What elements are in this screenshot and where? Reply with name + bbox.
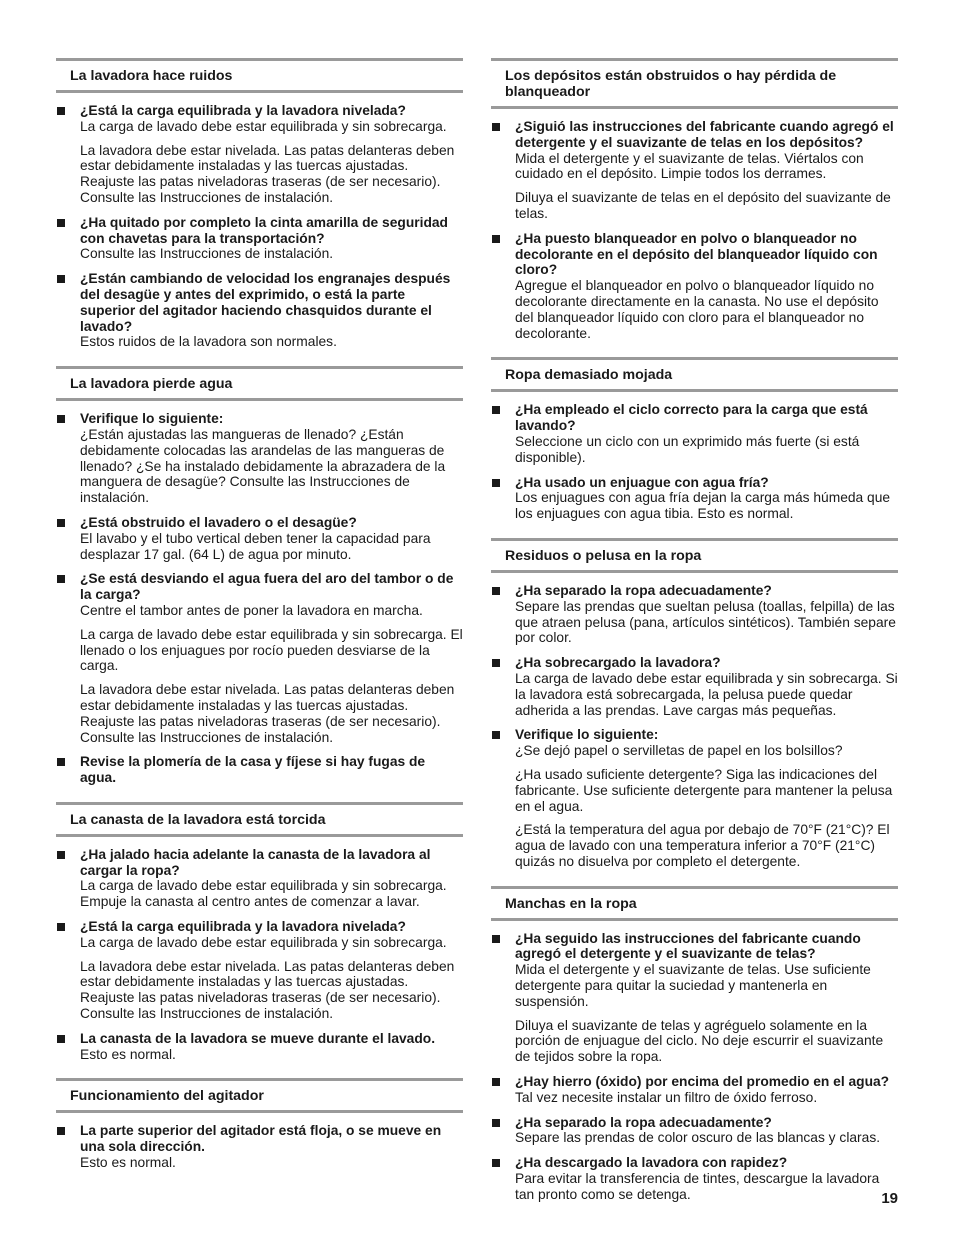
list-item [56,515,463,562]
list-item [56,271,463,350]
section-heading: Funcionamiento del agitador [56,1078,463,1113]
square-bullet-icon [57,107,65,115]
item-question: ¿Hay hierro (óxido) por encima del promedio en el agua? [515,1074,890,1090]
item-paragraph: La carga de lavado debe estar equilibrada y sin sobrecarga. El llenado o los enjuagues por rocío pueden desviarse de la carga. [80,626,463,674]
item-question: ¿Ha quitado por completo la cinta amarilla de seguridad con chavetas para la transportación? [80,214,448,246]
item-paragraph: La lavadora debe estar nivelada. Las patas delanteras deben estar debidamente instaladas y las tuercas ajustadas. Reajuste las patas niveladoras traseras (de ser necesario). Consulte las Instrucciones de instalación. [80,682,455,745]
item-answer: La carga de lavado debe estar equilibrada y sin sobrecarga. Empuje la canasta al centro antes de comenzar a lavar. [80,878,447,910]
square-bullet-icon [57,519,65,527]
item-question: Verifique lo siguiente: [515,727,659,743]
item-question: ¿Ha descargado la lavadora con rapidez? [515,1155,788,1171]
item-answer: Los enjuagues con agua fría dejan la carga más húmeda que los enjuagues con agua tibia. Esto es normal. [515,490,891,522]
square-bullet-icon [492,479,500,487]
list-item [491,727,898,869]
item-paragraph: Diluya el suavizante de telas y agréguelo solamente en la porción de enjuague del ciclo. No deje escurrir el suavizante de tejidos sobre la ropa. [515,1017,884,1065]
square-bullet-icon [492,659,500,667]
item-question: ¿Está obstruido el lavadero o el desagüe? [80,514,357,530]
item-answer: Esto es normal. [80,1046,176,1062]
list-item [56,754,463,786]
list-item [56,847,463,910]
item-question: ¿Ha usado un enjuague con agua fría? [515,474,769,490]
list-item [491,1074,898,1106]
list-item [56,411,463,506]
item-question: ¿Ha puesto blanqueador en polvo o blanqueador no decolorante en el depósito del blanqueador líquido con cloro? [515,230,878,278]
item-paragraph: La lavadora debe estar nivelada. Las patas delanteras deben estar debidamente instaladas y las tuercas ajustadas. Reajuste las patas niveladoras traseras (de ser necesario). Consulte las Instrucciones de instalación. [80,958,455,1022]
list-item [56,215,463,262]
item-paragraph: ¿Ha usado suficiente detergente? Siga las indicaciones del fabricante. Use suficiente detergente para mantener la pelusa en el agua. [515,766,893,814]
item-question: La parte superior del agitador está floja, o se mueve en una sola dirección. [80,1123,442,1155]
section-residuos-o-pelusa-en-la-ropa [491,538,898,870]
item-answer: Para evitar la transferencia de tintes, descargue la lavadora tan pronto como se detenga. [515,1171,880,1202]
square-bullet-icon [492,235,500,243]
item-paragraph: La lavadora debe estar nivelada. Las patas delanteras deben estar debidamente instaladas y las tuercas ajustadas. Reajuste las patas niveladoras traseras (de ser necesario). Consulte las Instrucciones de instalación. [80,142,455,205]
square-bullet-icon [492,587,500,595]
list-item [56,919,463,1022]
section-ropa-demasiado-mojada [491,357,898,522]
section-heading: La lavadora pierde agua [56,366,463,401]
square-bullet-icon [57,275,65,283]
square-bullet-icon [57,851,65,859]
list-item [491,655,898,718]
square-bullet-icon [492,935,500,943]
section-los-depositos-estan-obstruidos-o-hay-perdida-de-blanqueador [491,58,898,341]
item-question: ¿Ha empleado el ciclo correcto para la carga que está lavando? [515,402,868,434]
list-item [56,1031,463,1063]
section-la-lavadora-hace-ruidos [56,58,463,350]
list-item [491,931,898,1065]
section-la-lavadora-pierde-agua [56,366,463,786]
square-bullet-icon [57,219,65,227]
list-item [491,1155,898,1202]
item-answer: ¿Están ajustadas las mangueras de llenado? ¿Están debidamente colocadas las arandelas de las mangueras de llenado? ¿Se ha instalado debidamente la abrazadera de la manguera de desagüe? Consulte las Instrucciones de instalación. [80,426,446,506]
item-answer: La carga de lavado debe estar equilibrada y sin sobrecarga. Si la lavadora está sobrecargada, la pelusa puede quedar adherida a las prendas. Lave cargas más pequeñas. [515,670,898,718]
item-question: ¿Ha seguido las instrucciones del fabricante cuando agregó el detergente y el suavizante de telas? [515,930,861,962]
item-answer: Agregue el blanqueador en polvo o blanqueador líquido no decolorante directamente en la canasta. No use el depósito del blanqueador líquido con cloro para el blanqueador no decolorante. [515,278,879,341]
item-question: ¿Ha sobrecargado la lavadora? [515,655,721,671]
square-bullet-icon [57,1127,65,1135]
square-bullet-icon [57,415,65,423]
section-manchas-en-la-ropa [491,886,898,1203]
list-item [491,583,898,646]
square-bullet-icon [492,1119,500,1127]
square-bullet-icon [57,758,65,766]
item-answer: Tal vez necesite instalar un filtro de óxido ferroso. [515,1089,818,1105]
item-answer: Consulte las Instrucciones de instalación. [80,246,334,262]
item-question: ¿Siguió las instrucciones del fabricante cuando agregó el detergente y el suavizante de telas en los depósitos? [515,119,894,150]
item-answer: La carga de lavado debe estar equilibrada y sin sobrecarga. [80,934,447,950]
right-column [491,58,898,1219]
item-question: ¿Ha separado la ropa adecuadamente? [515,582,772,598]
section-heading: La canasta de la lavadora está torcida [56,802,463,837]
item-question: ¿Se está desviando el agua fuera del aro del tambor o de la carga? [80,571,454,603]
list-item [56,571,463,745]
item-question: ¿Ha jalado hacia adelante la canasta de la lavadora al cargar la ropa? [80,846,431,878]
list-item [491,475,898,522]
section-heading: Residuos o pelusa en la ropa [491,538,898,573]
section-heading: La lavadora hace ruidos [56,58,463,93]
item-question: ¿Están cambiando de velocidad los engranajes después del desagüe y antes del exprimido, o está la parte superior del agitador haciendo chasquidos durante el lavado? [80,271,451,334]
item-paragraph: Diluya el suavizante de telas en el depósito del suavizante de telas. [515,190,891,221]
square-bullet-icon [492,1159,500,1167]
section-la-canasta-de-la-lavadora-esta-torcida [56,802,463,1063]
item-question: ¿Ha separado la ropa adecuadamente? [515,1114,772,1130]
item-paragraph: ¿Está la temperatura del agua por debajo de 70°F (21°C)? El agua de lavado con una temperatura inferior a 70°F (21°C) quizás no disuelva por completo el detergente. [515,822,890,869]
list-item [56,103,463,206]
item-answer: Esto es normal. [80,1155,176,1171]
left-column [56,58,463,1187]
item-answer: ¿Se dejó papel o servilletas de papel en los bolsillos? [515,743,843,759]
item-answer: La carga de lavado debe estar equilibrada y sin sobrecarga. [80,118,447,134]
list-item [491,402,898,465]
square-bullet-icon [57,575,65,583]
list-item [56,1123,463,1170]
square-bullet-icon [492,406,500,414]
item-answer: Separe las prendas que sueltan pelusa (toallas, felpilla) de las que atraen pelusa (pana, artículos sintéticos). También separe por color. [515,598,896,646]
item-answer: Separe las prendas de color oscuro de las blancas y claras. [515,1130,881,1146]
item-question: Verifique lo siguiente: [80,411,224,427]
item-answer: Estos ruidos de la lavadora son normales. [80,334,337,350]
item-question: ¿Está la carga equilibrada y la lavadora nivelada? [80,103,406,118]
section-heading: Los depósitos están obstruidos o hay pérdida de blanqueador [491,58,898,109]
item-question: ¿Está la carga equilibrada y la lavadora nivelada? [80,919,406,935]
square-bullet-icon [57,923,65,931]
square-bullet-icon [492,1078,500,1086]
square-bullet-icon [492,123,500,131]
item-question: La canasta de la lavadora se mueve durante el lavado. [80,1030,436,1046]
square-bullet-icon [492,731,500,739]
page-number: 19 [881,1190,898,1207]
square-bullet-icon [57,1035,65,1043]
item-answer: Mida el detergente y el suavizante de telas. Viértalos con cuidado en el depósito. Limpie todos los derrames. [515,150,864,182]
section-funcionamiento-del-agitador [56,1078,463,1170]
item-answer: Seleccione un ciclo con un exprimido más fuerte (si está disponible). [515,433,860,465]
section-heading: Ropa demasiado mojada [491,357,898,392]
item-question: Revise la plomería de la casa y fíjese si hay fugas de agua. [80,754,426,786]
item-answer: Centre el tambor antes de poner la lavadora en marcha. [80,602,423,618]
list-item [491,119,898,222]
item-answer: Mida el detergente y el suavizante de telas. Use suficiente detergente para quitar la suciedad y mantenerla en suspensión. [515,962,871,1009]
section-heading: Manchas en la ropa [491,886,898,921]
list-item [491,1115,898,1147]
list-item [491,231,898,342]
item-answer: El lavabo y el tubo vertical deben tener la capacidad para desplazar 17 gal. (64 L) de agua por minuto. [80,530,431,562]
